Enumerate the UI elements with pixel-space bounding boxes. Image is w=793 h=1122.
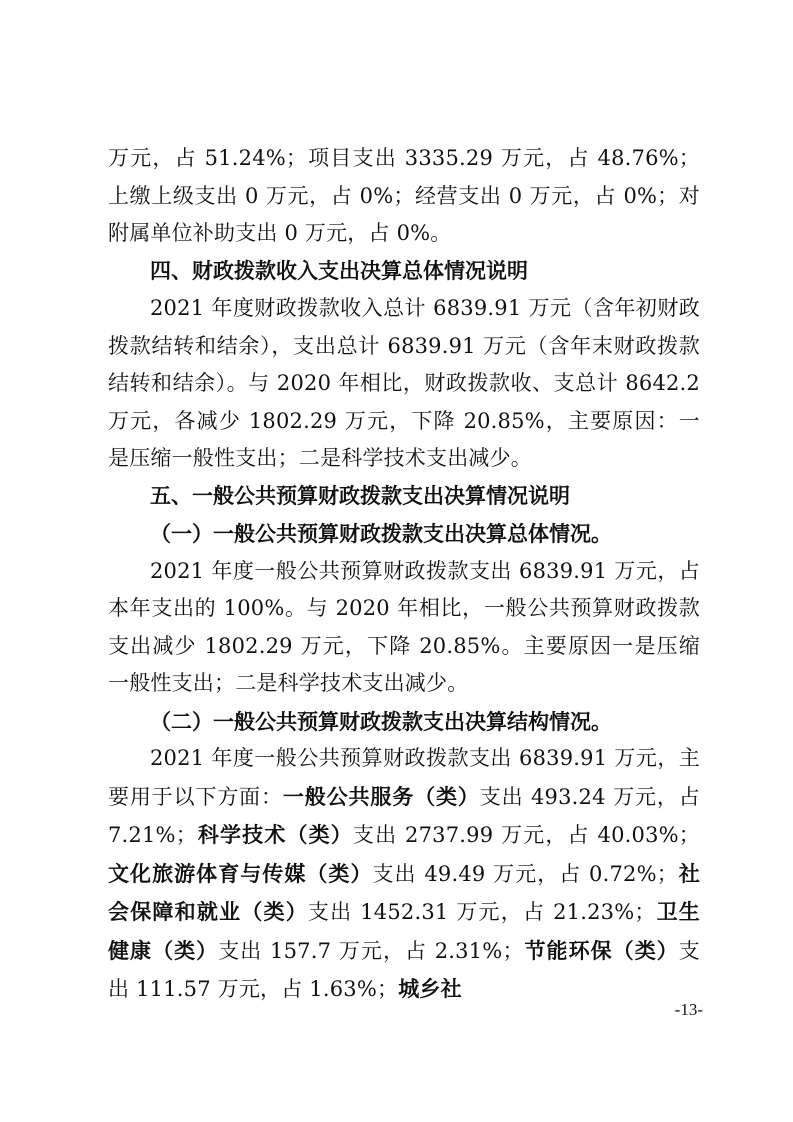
subsection-heading-5-2: （二）一般公共预算财政拨款支出决算结构情况。 bbox=[150, 708, 612, 734]
section-heading-5: 五、一般公共预算财政拨款支出决算情况说明 bbox=[150, 483, 570, 508]
category-energy-environment: 节能环保（类） bbox=[523, 937, 679, 963]
category-social-security-employment-amount: 支出 1452.31 万元，占 21.23%； bbox=[307, 900, 656, 924]
page-content bbox=[108, 140, 700, 1009]
paragraph-general-budget-overall: 2021 年度一般公共预算财政拨款支出 6839.91 万元，占本年支出的 100%。与 2020 年相比，一般公共预算财政拨款支出减少 1802.29 万元，下降 20.85%。主要原因一是压缩一般性支出；二是科学技术支出减少。 bbox=[108, 558, 700, 695]
category-urban-rural-community: 城乡社 bbox=[398, 976, 462, 1001]
category-science-technology-amount: 支出 2737.99 万元，占 40.03%； bbox=[352, 823, 700, 847]
section-heading-4: 四、财政拨款收入支出决算总体情况说明 bbox=[150, 258, 528, 283]
structure-intro: 2021 年度一般公共预算财政拨款支出 6839.91 万元，主要用于以下方面： bbox=[108, 746, 700, 809]
category-science-technology: 科学技术（类） bbox=[196, 822, 353, 847]
category-health: 卫生健康（类） bbox=[108, 899, 700, 963]
paragraph-fiscal-appropriation-overview: 2021 年度财政拨款收入总计 6839.91 万元（含年初财政拨款结转和结余），支出总计 6839.91 万元（含年末财政拨款结转和结余）。与 2020 年相比，财政拨款收、支总计 8642.2 万元，各减少 1802.29 万元，下降 20.85%，主要原因：一是压缩一般性支出；二是科学技术支出减少。 bbox=[108, 296, 700, 470]
category-general-public-services-amount: 支出 493.24 万元，占 7.21%； bbox=[108, 784, 700, 847]
category-energy-environment-amount: 支出 111.57 万元，占 1.63%； bbox=[108, 938, 700, 1001]
category-health-amount: 支出 157.7 万元，占 2.31%； bbox=[218, 938, 524, 963]
category-general-public-services: 一般公共服务（类） bbox=[282, 783, 480, 809]
category-culture-tourism-sports-media: 文化旅游体育与传媒（类） bbox=[108, 860, 373, 886]
category-social-security-employment: 社会保障和就业（类） bbox=[108, 860, 700, 924]
category-culture-tourism-sports-media-amount: 支出 49.49 万元，占 0.72%； bbox=[372, 861, 678, 886]
page-number: -13- bbox=[674, 1000, 703, 1019]
subsection-heading-5-1: （一）一般公共预算财政拨款支出决算总体情况。 bbox=[150, 521, 612, 546]
paragraph-expense-breakdown-tail: 万元，占 51.24%；项目支出 3335.29 万元，占 48.76%；上缴上级支出 0 万元，占 0%；经营支出 0 万元，占 0%；对附属单位补助支出 0 万元，占 0%。 bbox=[108, 146, 700, 245]
paragraph-general-budget-structure bbox=[108, 740, 700, 1009]
